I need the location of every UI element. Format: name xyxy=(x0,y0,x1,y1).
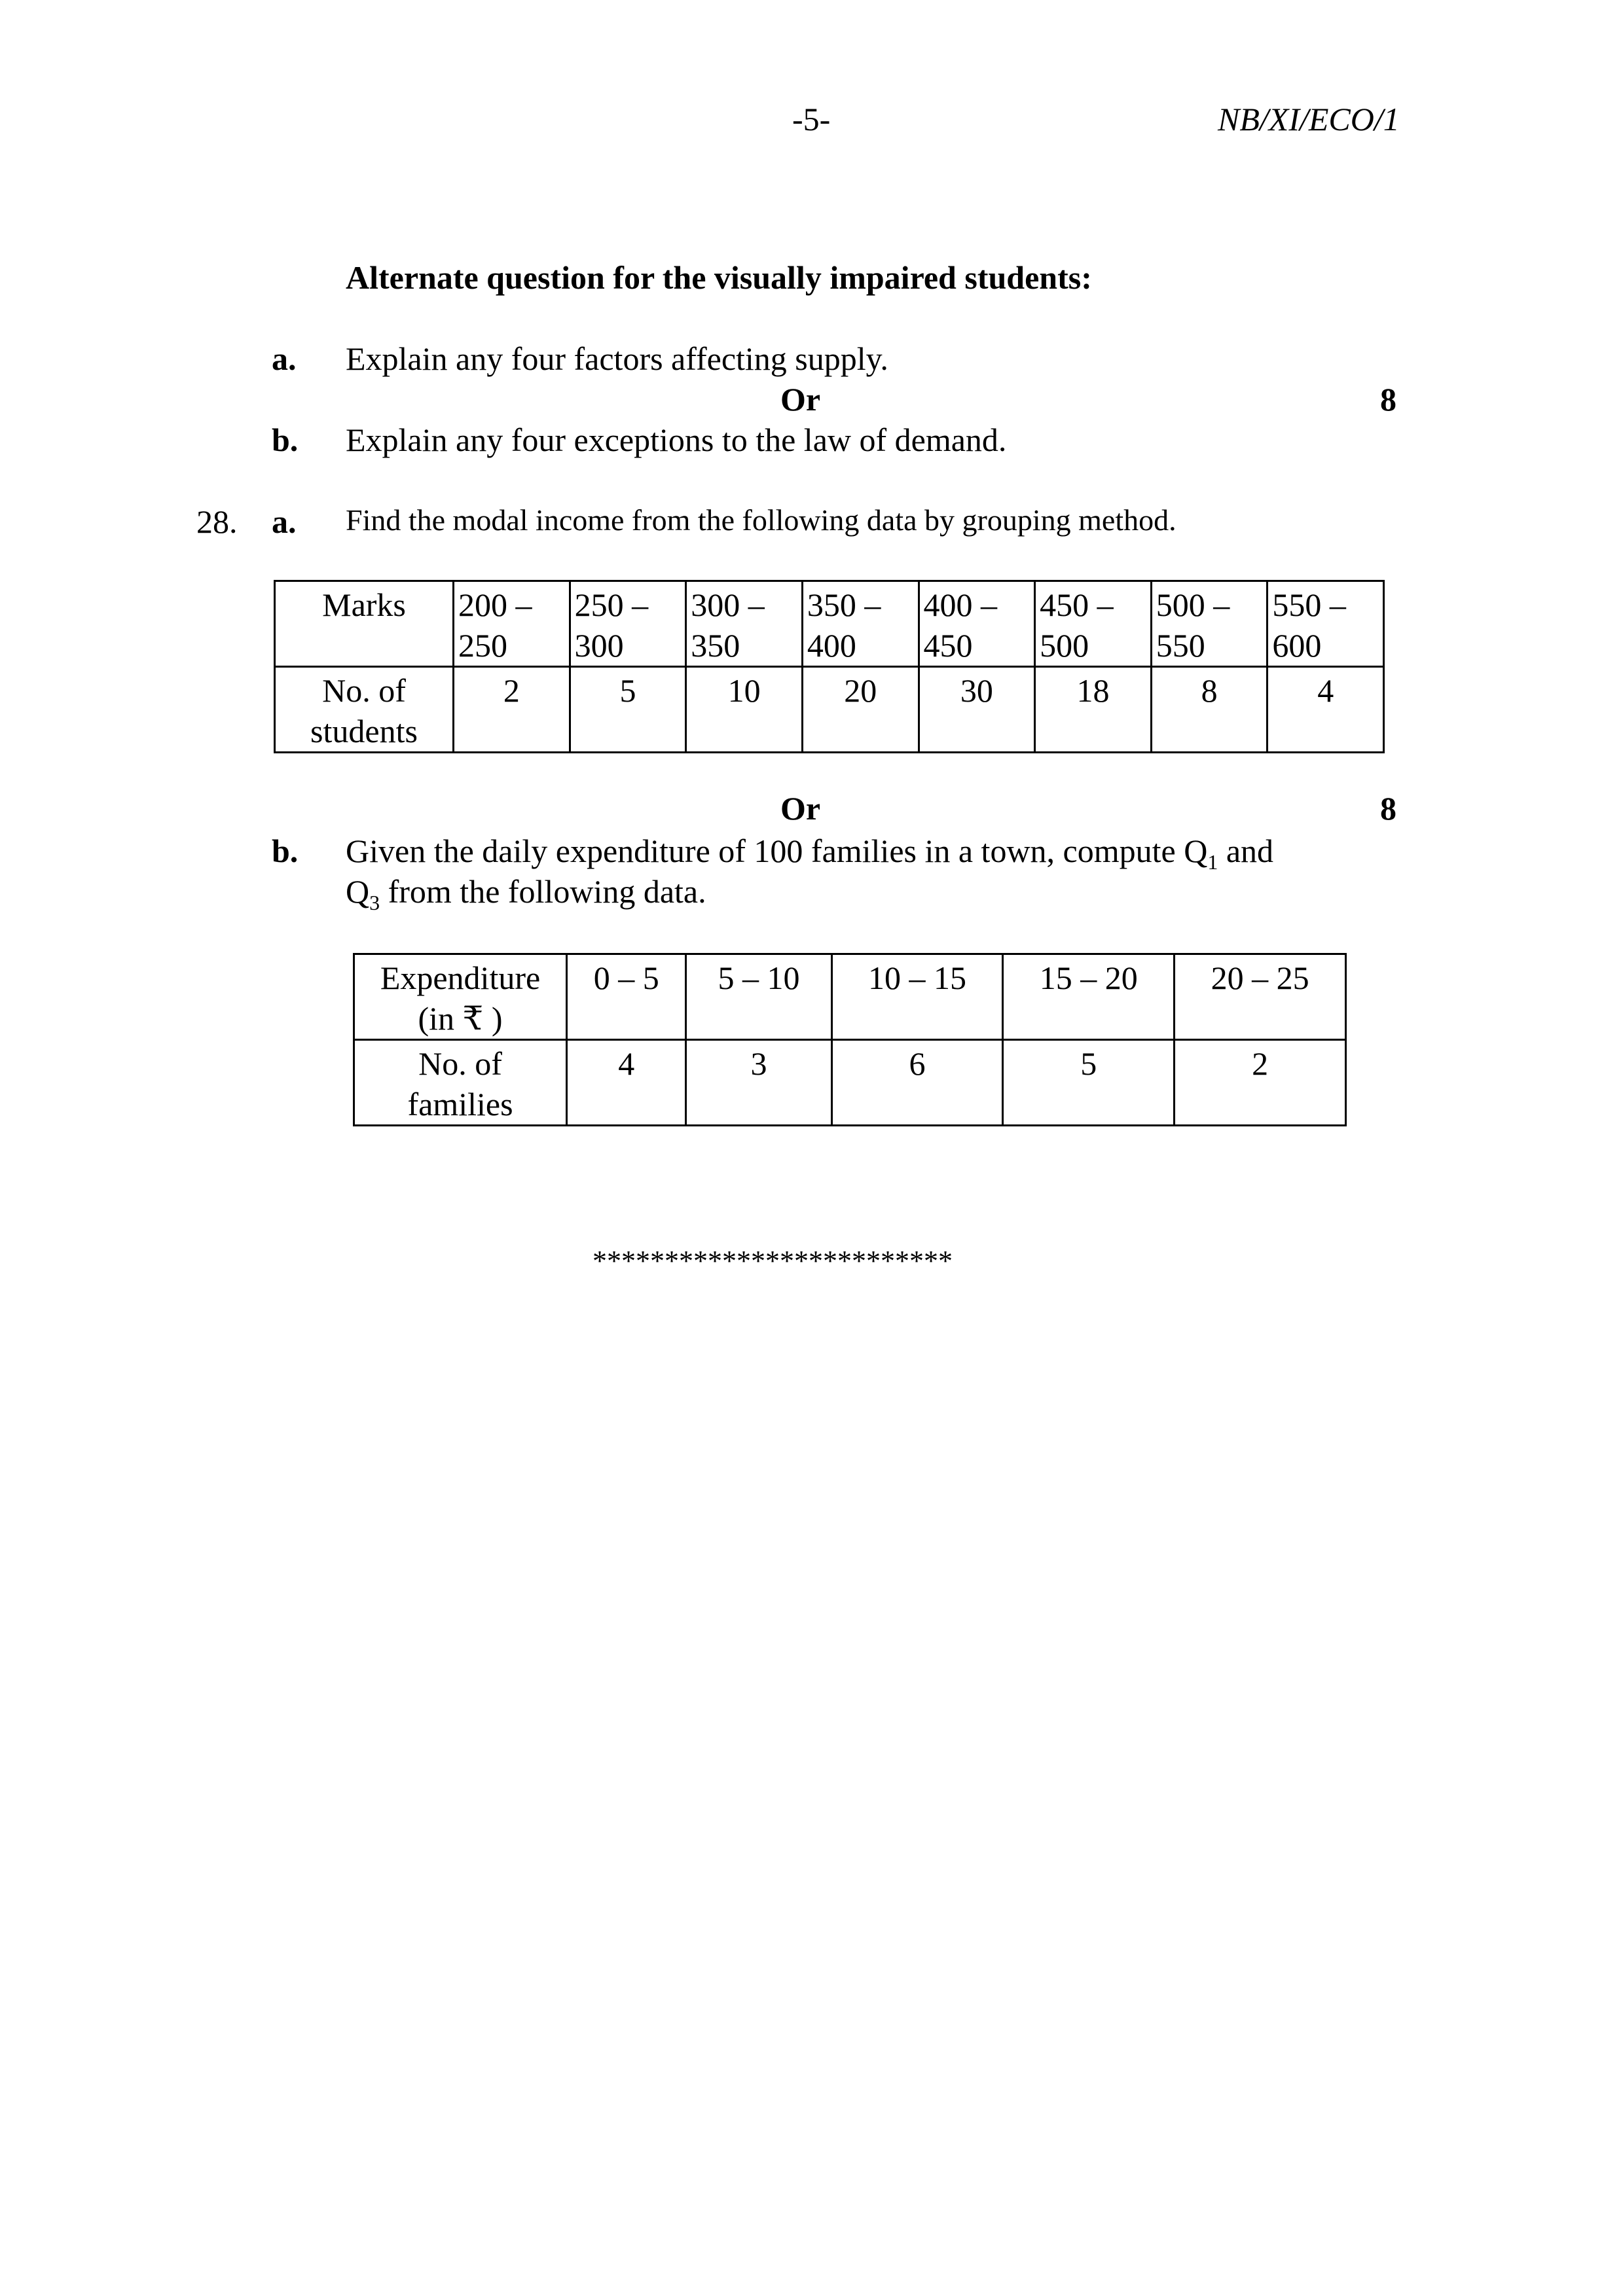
marks-table xyxy=(274,580,1385,753)
students-count-cell: 5 xyxy=(570,667,686,753)
q28-b-line1-end: and xyxy=(1218,833,1274,869)
alt-marks: 8 xyxy=(1380,381,1396,418)
students-count-cell: 30 xyxy=(919,667,1035,753)
expenditure-row-header: Expenditure (in ₹ ) xyxy=(354,954,567,1040)
q28-marks: 8 xyxy=(1380,790,1396,827)
marks-range-cell: 250 – 300 xyxy=(570,581,686,667)
q28-a-text: Find the modal income from the following data by grouping method. xyxy=(346,503,1176,537)
families-count-cell: 6 xyxy=(831,1040,1003,1126)
q28-b-subscript-3: 3 xyxy=(369,891,380,914)
marks-range-cell: 300 – 350 xyxy=(686,581,803,667)
students-count-cell: 4 xyxy=(1267,667,1384,753)
expenditure-range-cell: 0 – 5 xyxy=(567,954,686,1040)
q28-b-line1 xyxy=(346,833,1273,874)
q28-b-label: b. xyxy=(272,833,299,869)
alt-b-label: b. xyxy=(272,422,299,458)
marks-range-cell: 450 – 500 xyxy=(1035,581,1152,667)
expenditure-range-cell: 10 – 15 xyxy=(831,954,1003,1040)
expenditure-range-cell: 5 – 10 xyxy=(686,954,831,1040)
alternate-heading: Alternate question for the visually impaired students: xyxy=(346,259,1092,296)
families-count-cell: 5 xyxy=(1003,1040,1175,1126)
table-row xyxy=(275,581,1384,667)
students-count-cell: 2 xyxy=(454,667,570,753)
alt-b-text: Explain any four exceptions to the law of demand. xyxy=(346,422,1007,458)
expenditure-range-cell: 20 – 25 xyxy=(1175,954,1346,1040)
q28-or: Or xyxy=(780,790,821,827)
marks-range-cell: 200 – 250 xyxy=(454,581,570,667)
students-row-header: No. of students xyxy=(275,667,454,753)
families-count-cell: 3 xyxy=(686,1040,831,1126)
marks-range-cell: 550 – 600 xyxy=(1267,581,1384,667)
expenditure-range-cell: 15 – 20 xyxy=(1003,954,1175,1040)
families-row-header: No. of families xyxy=(354,1040,567,1126)
table-row xyxy=(354,954,1346,1040)
students-count-cell: 18 xyxy=(1035,667,1152,753)
page-number: -5- xyxy=(792,101,831,137)
q28-b-line2-text: from the following data. xyxy=(380,873,706,910)
families-count-cell: 4 xyxy=(567,1040,686,1126)
q28-a-label: a. xyxy=(272,503,297,540)
marks-range-cell: 350 – 400 xyxy=(802,581,919,667)
q28-b-line1-text: Given the daily expenditure of 100 families in a town, compute Q xyxy=(346,833,1208,869)
expenditure-table xyxy=(353,953,1347,1126)
students-count-cell: 10 xyxy=(686,667,803,753)
marks-range-cell: 500 – 550 xyxy=(1151,581,1267,667)
families-count-cell: 2 xyxy=(1175,1040,1346,1126)
table-row xyxy=(354,1040,1346,1126)
alt-or: Or xyxy=(780,381,821,418)
q28-b-subscript-1: 1 xyxy=(1207,850,1218,874)
q28-b-line2-q: Q xyxy=(346,873,370,910)
q28-b-line2 xyxy=(346,874,706,914)
alt-a-label: a. xyxy=(272,340,297,377)
paper-code: NB/XI/ECO/1 xyxy=(1218,101,1400,137)
students-count-cell: 8 xyxy=(1151,667,1267,753)
table-row xyxy=(275,667,1384,753)
marks-range-cell: 400 – 450 xyxy=(919,581,1035,667)
question-number: 28. xyxy=(196,503,238,540)
alt-a-text: Explain any four factors affecting supply. xyxy=(346,340,888,377)
marks-row-header: Marks xyxy=(275,581,454,667)
students-count-cell: 20 xyxy=(802,667,919,753)
end-marker: ************************* xyxy=(593,1245,953,1277)
